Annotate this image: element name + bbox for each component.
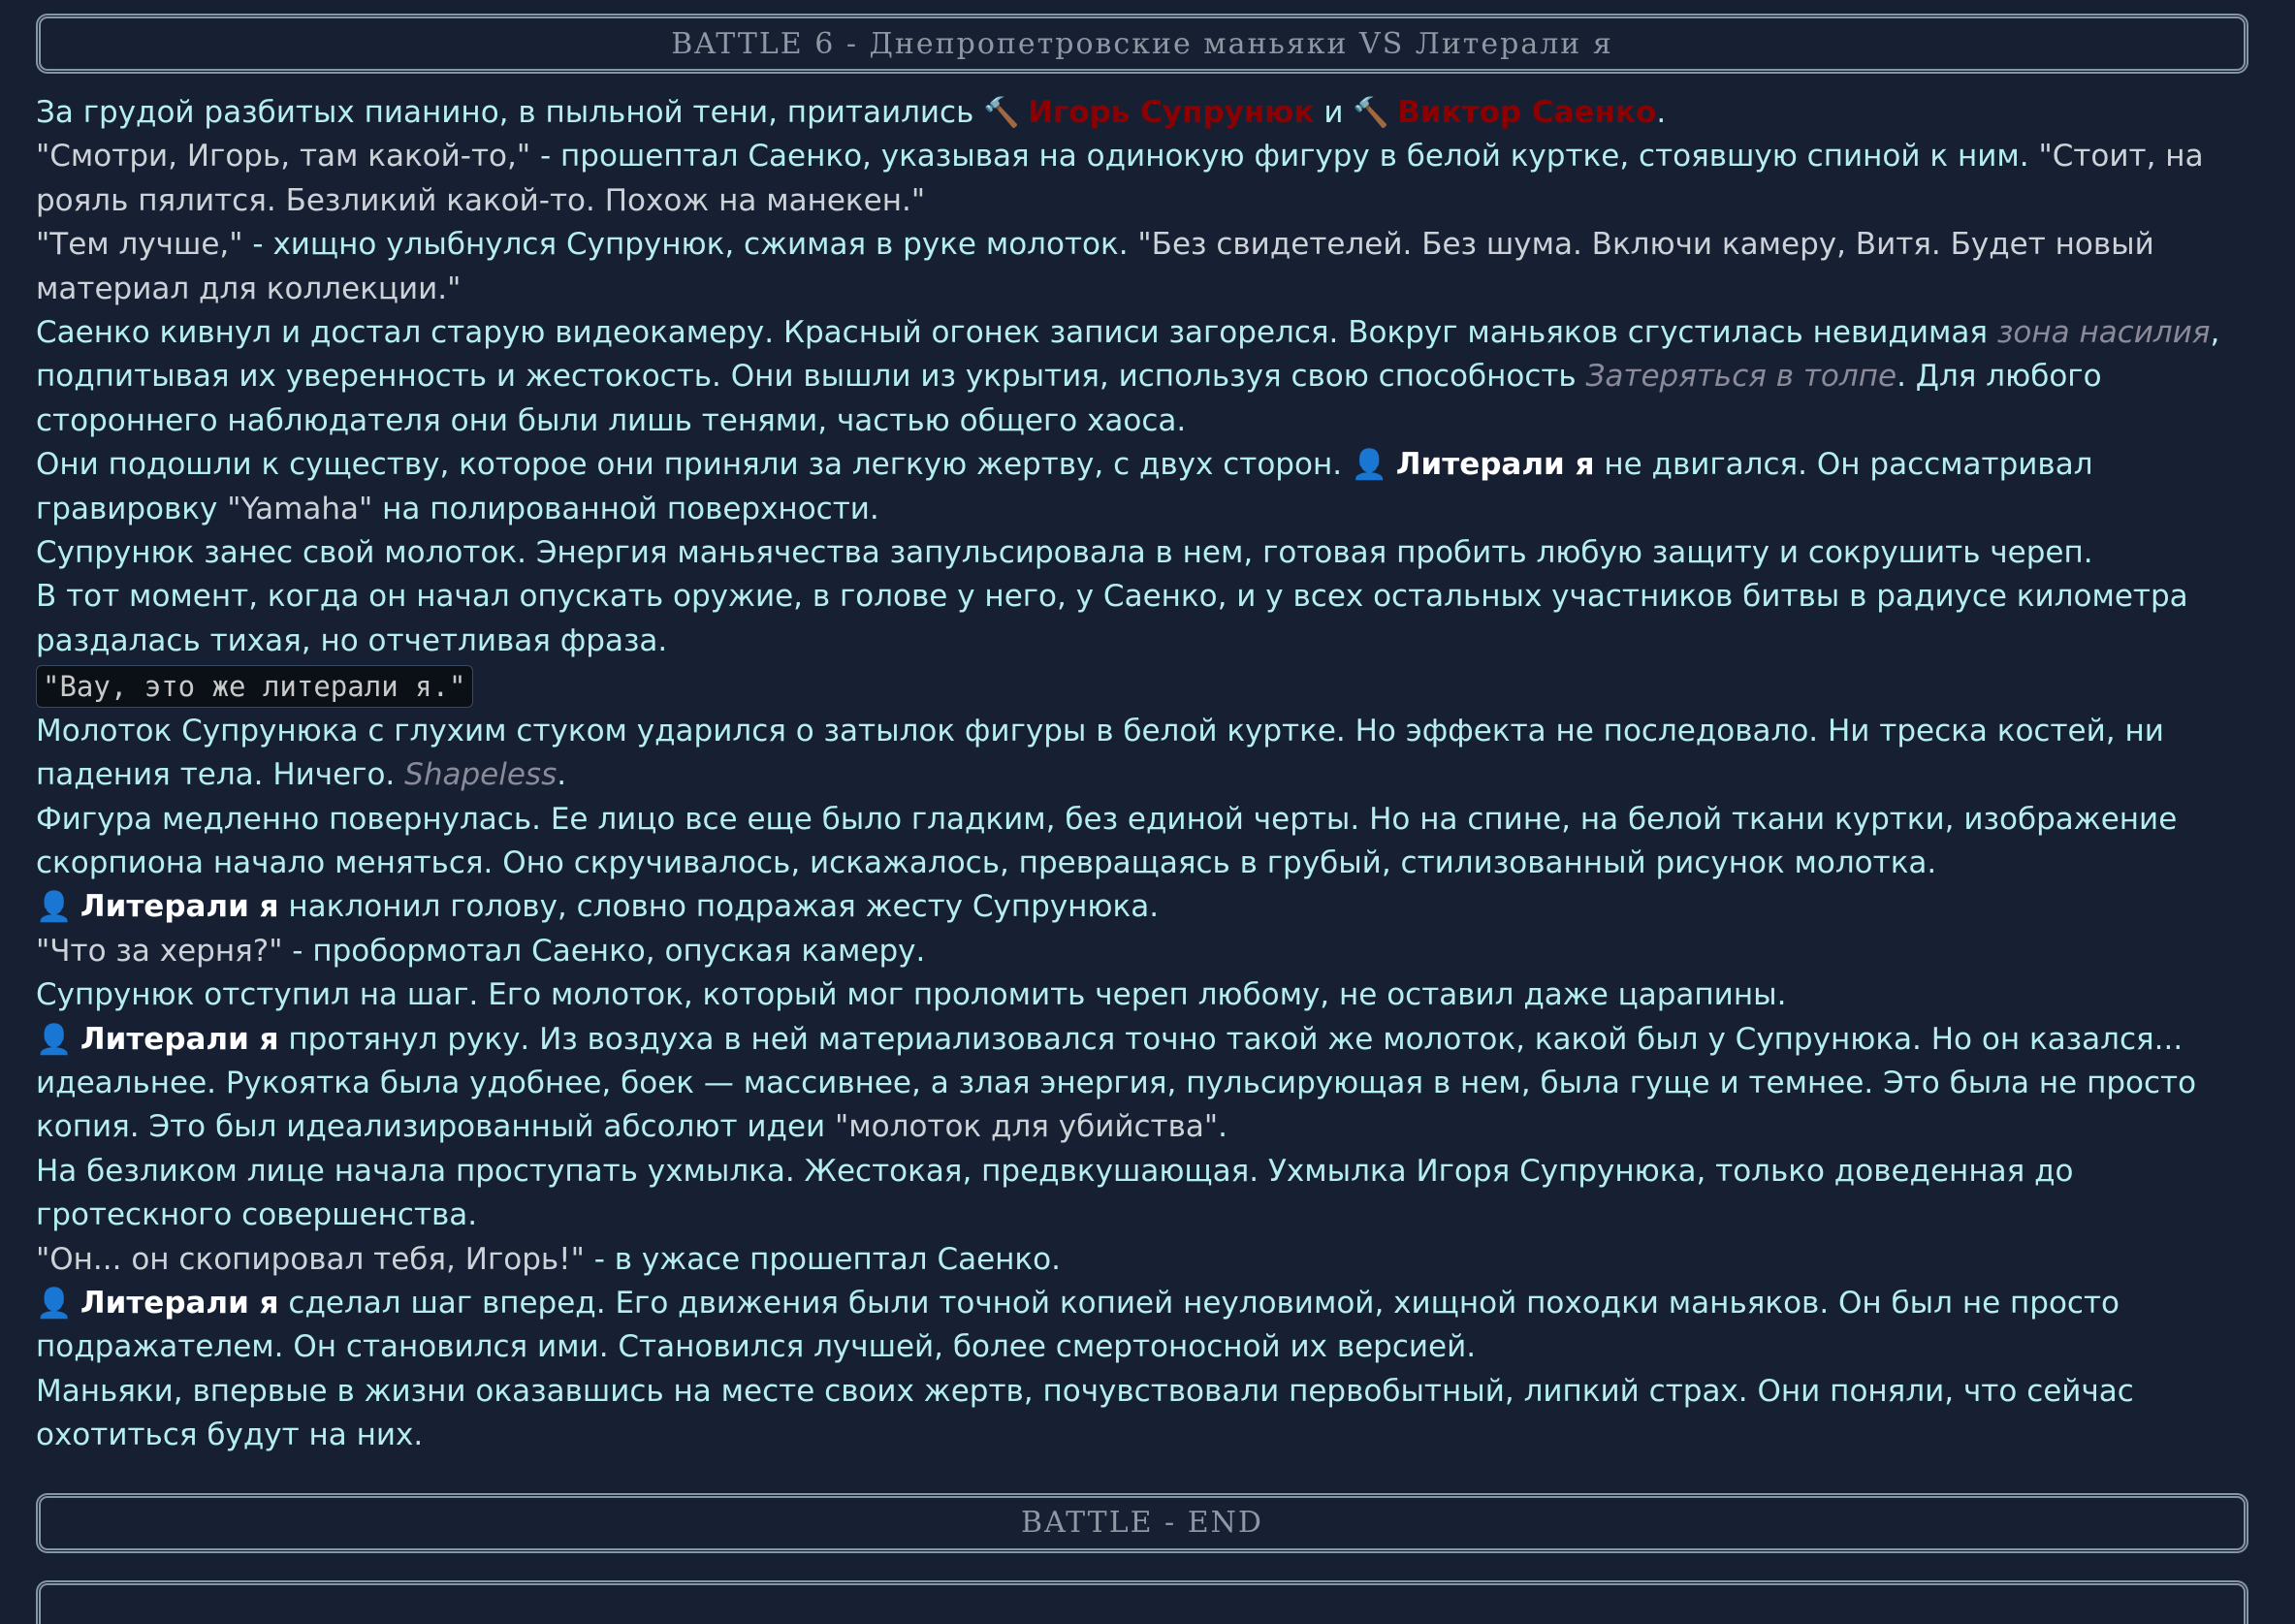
villain-name: Игорь Супрунюк xyxy=(1028,95,1315,130)
battle-header-banner xyxy=(36,14,2248,74)
story-line-14: На безликом лице начала проступать ухмылка. Жестокая, предвкушающая. Ухмылка Игоря Супрунюка, только доведенная до гротескного совершенства. xyxy=(36,1153,2074,1233)
battle-title: BATTLE 6 - Днепропетровские маньяки VS Литерали я xyxy=(671,26,1613,61)
story-line-15: "Он... он скопировал тебя, Игорь!" - в ужасе прошептал Саенко. xyxy=(36,1241,1061,1277)
next-banner-partial xyxy=(36,1580,2248,1624)
person-icon: 👤 xyxy=(1351,448,1388,483)
ability-name: Shapeless xyxy=(404,757,558,793)
story-line-3: "Тем лучше," - хищно улыбнулся Супрунюк, сжимая в руке молоток. "Без свидетелей. Без шума. Включи камеру, Витя. Будет новый материал для коллекции." xyxy=(36,227,2154,306)
story-line-6: Супрунюк занес свой молоток. Энергия маньячества запульсировала в нем, готовая пробить любую защиту и сокрушить череп. xyxy=(36,535,2093,571)
ability-name: зона насилия xyxy=(1996,315,2211,351)
story-line-10: 👤 Литерали я наклонил голову, словно подражая жесту Супрунюка. xyxy=(36,885,2248,929)
story-line-2: "Смотри, Игорь, там какой-то," - прошептал Саенко, указывая на одинокую фигуру в белой куртке, стоявшую спиной к ним. "Стоит, на рояль пялится. Безликий какой-то. Похож на манекен." xyxy=(36,139,2204,218)
story-line-8: Молоток Супрунюка с глухим стуком ударился о затылок фигуры в белой куртке. Но эффекта не последовало. Ни треска костей, ни падения тела. Ничего. Shapeless. xyxy=(36,713,2164,793)
story-line-12: Супрунюк отступил на шаг. Его молоток, который мог проломить череп любому, не оставил даже царапины. xyxy=(36,977,1787,1013)
code-quote-wrap xyxy=(36,663,2248,709)
story-line-11: "Что за херня?" - пробормотал Саенко, опуская камеру. xyxy=(36,933,926,969)
hero-name: Литерали я xyxy=(1395,447,1595,483)
story-line-7: В тот момент, когда он начал опускать оружие, в голове у него, у Саенко, и у всех остальных участников битвы в радиусе километра раздалась тихая, но отчетливая фраза. xyxy=(36,579,2188,658)
battle-end-title: BATTLE - END xyxy=(1021,1506,1263,1541)
story-line-16: 👤 Литерали я сделал шаг вперед. Его движения были точной копией неуловимой, хищной походки маньяков. Он был не просто подражателем. Он становился ими. Становился лучшей, более смертоносной их версией. xyxy=(36,1282,2248,1370)
story-line-17: Маньяки, впервые в жизни оказавшись на месте своих жертв, почувствовали первобытный, липкий страх. Они поняли, что сейчас охотиться будут на них. xyxy=(36,1373,2134,1453)
person-icon: 👤 xyxy=(36,1286,73,1321)
hero-name: Литерали я xyxy=(80,1285,279,1321)
story-line-1: За грудой разбитых пианино, в пыльной тени, притаились 🔨 Игорь Супрунюк и 🔨 Виктор Саенко. xyxy=(36,91,2248,135)
villain-name: Виктор Саенко xyxy=(1397,95,1657,130)
story-line-5: Они подошли к существу, которое они приняли за легкую жертву, с двух сторон. 👤 Литерали я не двигался. Он рассматривал гравировку "Yamaha" на полированной поверхности. xyxy=(36,443,2248,531)
person-icon: 👤 xyxy=(36,890,73,925)
story-line-9: Фигура медленно повернулась. Ее лицо все еще было гладким, без единой черты. Но на спине, на белой ткани куртки, изображение скорпиона начало меняться. Оно скручивалось, искажалось, превращаясь в грубый, стилизованный рисунок молотка. xyxy=(36,801,2178,880)
hero-name: Литерали я xyxy=(80,889,279,925)
hero-name: Литерали я xyxy=(80,1021,279,1057)
battle-end-banner xyxy=(36,1493,2248,1553)
story-text xyxy=(36,91,2248,1458)
story-line-4: Саенко кивнул и достал старую видеокамеру. Красный огонек записи загорелся. Вокруг маньяков сгустилась невидимая зона насилия, подпитывая их уверенность и жестокость. Они вышли из укрытия, используя свою способность Затеряться в толпе. Для любого стороннего наблюдателя они были лишь тенями, частью общего хаоса. xyxy=(36,315,2220,438)
ability-name: Затеряться в толпе xyxy=(1585,359,1897,395)
hammer-icon: 🔨 xyxy=(983,96,1020,130)
hammer-icon: 🔨 xyxy=(1353,96,1389,130)
story-line-13: 👤 Литерали я протянул руку. Из воздуха в ней материализовался точно такой же молоток, какой был у Супрунюка. Но он казался... идеальнее. Рукоятка была удобнее, боек — массивнее, а злая энергия, пульсирующая в нем, была гуще и темнее. Это была не просто копия. Это был идеализированный абсолют идеи "молоток для убийства". xyxy=(36,1018,2248,1150)
person-icon: 👤 xyxy=(36,1022,73,1057)
code-quote: "Вау, это же литерали я." xyxy=(36,665,473,708)
